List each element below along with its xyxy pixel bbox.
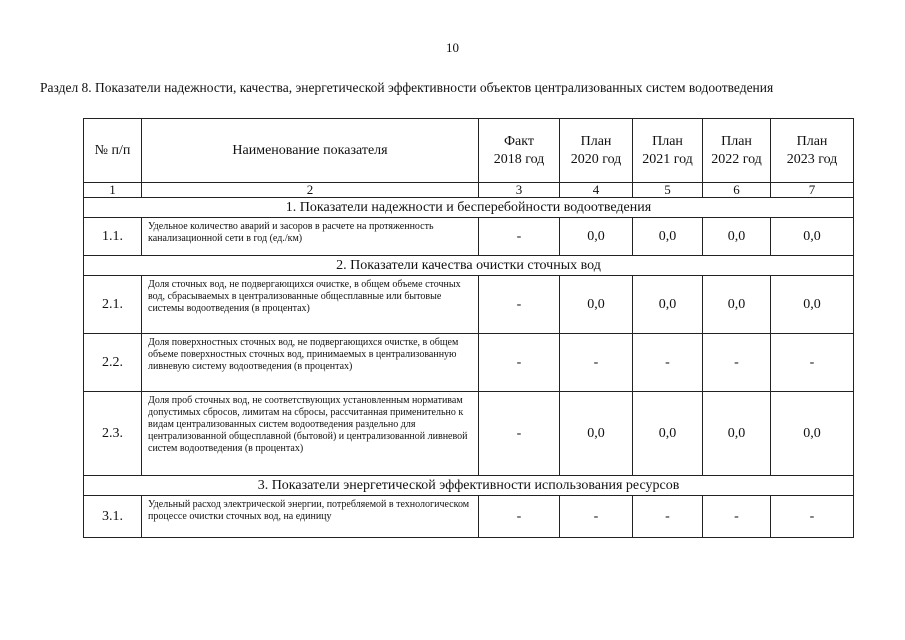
row-value: 0,0 — [633, 392, 703, 476]
row-value: - — [479, 276, 560, 334]
col-number: 7 — [771, 183, 854, 198]
page-number: 10 — [446, 40, 459, 55]
row-value: - — [479, 334, 560, 392]
group-heading-quality: 2. Показатели качества очистки сточных вод — [84, 256, 854, 276]
row-value: - — [633, 496, 703, 538]
col-number: 2 — [142, 183, 479, 198]
row-value: - — [703, 496, 771, 538]
row-value: - — [703, 334, 771, 392]
header-name: Наименование показателя — [142, 119, 479, 183]
row-value: - — [479, 218, 560, 256]
header-col-plan-2020: План 2020 год — [560, 119, 633, 183]
col-number: 3 — [479, 183, 560, 198]
col-number: 6 — [703, 183, 771, 198]
group-heading-reliability: 1. Показатели надежности и бесперебойности водоотведения — [84, 198, 854, 218]
table-row — [84, 276, 854, 334]
row-value: - — [771, 334, 854, 392]
row-indicator-name: Удельный расход электрической энергии, потребляемой в технологическом процессе очистки сточных вод, на единицу — [142, 496, 479, 538]
row-value: - — [560, 496, 633, 538]
row-value: 0,0 — [633, 276, 703, 334]
row-value: 0,0 — [771, 218, 854, 256]
row-value: - — [771, 496, 854, 538]
table-row — [84, 334, 854, 392]
section-title: Раздел 8. Показатели надежности, качества, энергетической эффективности объектов централизованных систем водоотведения — [40, 80, 774, 95]
header-col-fact-2018: Факт 2018 год — [479, 119, 560, 183]
row-value: 0,0 — [771, 392, 854, 476]
column-number-row — [84, 183, 854, 198]
row-value: 0,0 — [703, 276, 771, 334]
group-heading-row — [84, 198, 854, 218]
row-num: 1.1. — [84, 218, 142, 256]
row-num: 2.3. — [84, 392, 142, 476]
table-row — [84, 496, 854, 538]
row-value: - — [479, 496, 560, 538]
header-col-plan-2021: План 2021 год — [633, 119, 703, 183]
indicators-table — [83, 118, 854, 538]
row-value: 0,0 — [771, 276, 854, 334]
row-num: 2.2. — [84, 334, 142, 392]
row-value: - — [633, 334, 703, 392]
row-value: 0,0 — [560, 276, 633, 334]
header-col-plan-2023: План 2023 год — [771, 119, 854, 183]
row-value: - — [479, 392, 560, 476]
header-num: № п/п — [84, 119, 142, 183]
group-heading-energy: 3. Показатели энергетической эффективности использования ресурсов — [84, 476, 854, 496]
col-number: 4 — [560, 183, 633, 198]
row-indicator-name: Удельное количество аварий и засоров в расчете на протяженность канализационной сети в год (ед./км) — [142, 218, 479, 256]
header-col-plan-2022: План 2022 год — [703, 119, 771, 183]
table-row — [84, 392, 854, 476]
row-value: 0,0 — [703, 218, 771, 256]
row-indicator-name: Доля сточных вод, не подвергающихся очистке, в общем объеме сточных вод, сбрасываемых в централизованные общесплавные или бытовые системы водоотведения (в процентах) — [142, 276, 479, 334]
row-value: 0,0 — [703, 392, 771, 476]
row-indicator-name: Доля проб сточных вод, не соответствующих установленным нормативам допустимых сбросов, лимитам на сбросы, рассчитанная применительно к видам централизованных систем водоотведения раздельно для централизованной общесплавной (бытовой) и централизованной ливневой систем водоотведения (в процентах) — [142, 392, 479, 476]
row-indicator-name: Доля поверхностных сточных вод, не подвергающихся очистке, в общем объеме поверхностных сточных вод, принимаемых в централизованную ливневую систему водоотведения (в процентах) — [142, 334, 479, 392]
row-value: - — [560, 334, 633, 392]
table-header-row — [84, 119, 854, 183]
group-heading-row — [84, 256, 854, 276]
row-num: 3.1. — [84, 496, 142, 538]
row-value: 0,0 — [560, 392, 633, 476]
row-value: 0,0 — [633, 218, 703, 256]
col-number: 5 — [633, 183, 703, 198]
row-value: 0,0 — [560, 218, 633, 256]
table-row — [84, 218, 854, 256]
col-number: 1 — [84, 183, 142, 198]
group-heading-row — [84, 476, 854, 496]
row-num: 2.1. — [84, 276, 142, 334]
